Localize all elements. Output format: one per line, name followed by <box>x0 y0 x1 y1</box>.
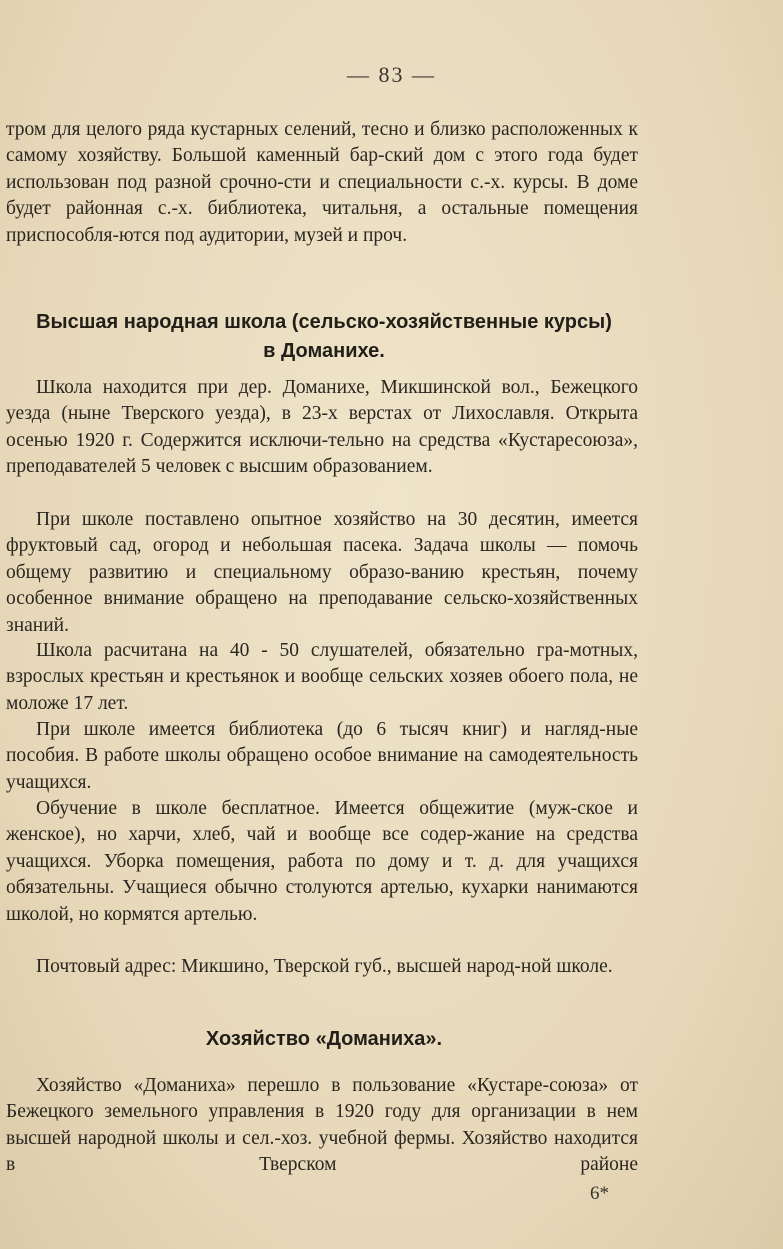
paragraph-school-students: Школа расчитана на 40 - 50 слушателей, обязательно гра-мотных, взрослых крестьян и крестьянок и вообще сельских хозяев обоего пола, не моложе 17 лет. <box>6 640 638 714</box>
paragraph-school-location: Школа находится при дер. Доманихе, Микшинской вол., Бежецкого уезда (ныне Тверского уезда), в 23-х верстах от Лихославля. Открыта осенью 1920 г. Содержится исключи-тельно на средства «Кустаресоюза», преподавателей 5 человек с высшим образованием. <box>6 377 638 478</box>
paragraph-school-tuition: Обучение в школе бесплатное. Имеется общежитие (муж-ское и женское), но харчи, хлеб, чай и вообще все содер-жание на средства учащихся. Уборка помещения, работа по дому и т. д. для учащихся обязательны. Учащиеся обычно столуются артелью, кухарки нанимаются школой, но кормятся артелью. <box>6 798 638 925</box>
paragraph-school-farm: При школе поставлено опытное хозяйство на 30 десятин, имеется фруктовый сад, огород и небольшая пасека. Задача школы — помочь общему развитию и специальному образо-ванию крестьян, почему особенное внимание обращено на преподавание сельско-хозяйственных знаний. <box>6 509 638 636</box>
signature-mark: 6* <box>590 1183 609 1204</box>
paragraph-school-library: При школе имеется библиотека (до 6 тысяч книг) и нагляд-ные пособия. В работе школы обращено особое внимание на самодеятельность учащихся. <box>6 719 638 793</box>
section-heading-school <box>0 308 648 366</box>
paragraph-school-address: Почтовый адрес: Микшино, Тверской губ., высшей народ-ной школе. <box>36 956 613 977</box>
page-number: — 83 — <box>347 62 436 87</box>
section-heading-farm: Хозяйство «Доманиха». <box>205 1028 443 1050</box>
intro-paragraph: тром для целого ряда кустарных селений, тесно и близко расположенных к самому хозяйству. Большой каменный бар-ский дом с этого года будет использован под разной срочно-сти и специальности с.-х. курсы. В доме будет районная с.-х. библиотека, читальня, а остальные помещения приспособля-ются под аудитории, музей и проч. <box>6 119 638 246</box>
section-heading-school-line1: Высшая народная школа (сельско-хозяйственные курсы) <box>36 311 612 333</box>
section-heading-school-line2: в Доманихе. <box>263 340 385 362</box>
paragraph-farm: Хозяйство «Доманиха» перешло в пользование «Кустаре-союза» от Бежецкого земельного управления в 1920 году для организации в нем высшей народной школы и сел.-хоз. учебной фермы. Хозяйство находится в Тверском районе <box>6 1075 638 1176</box>
